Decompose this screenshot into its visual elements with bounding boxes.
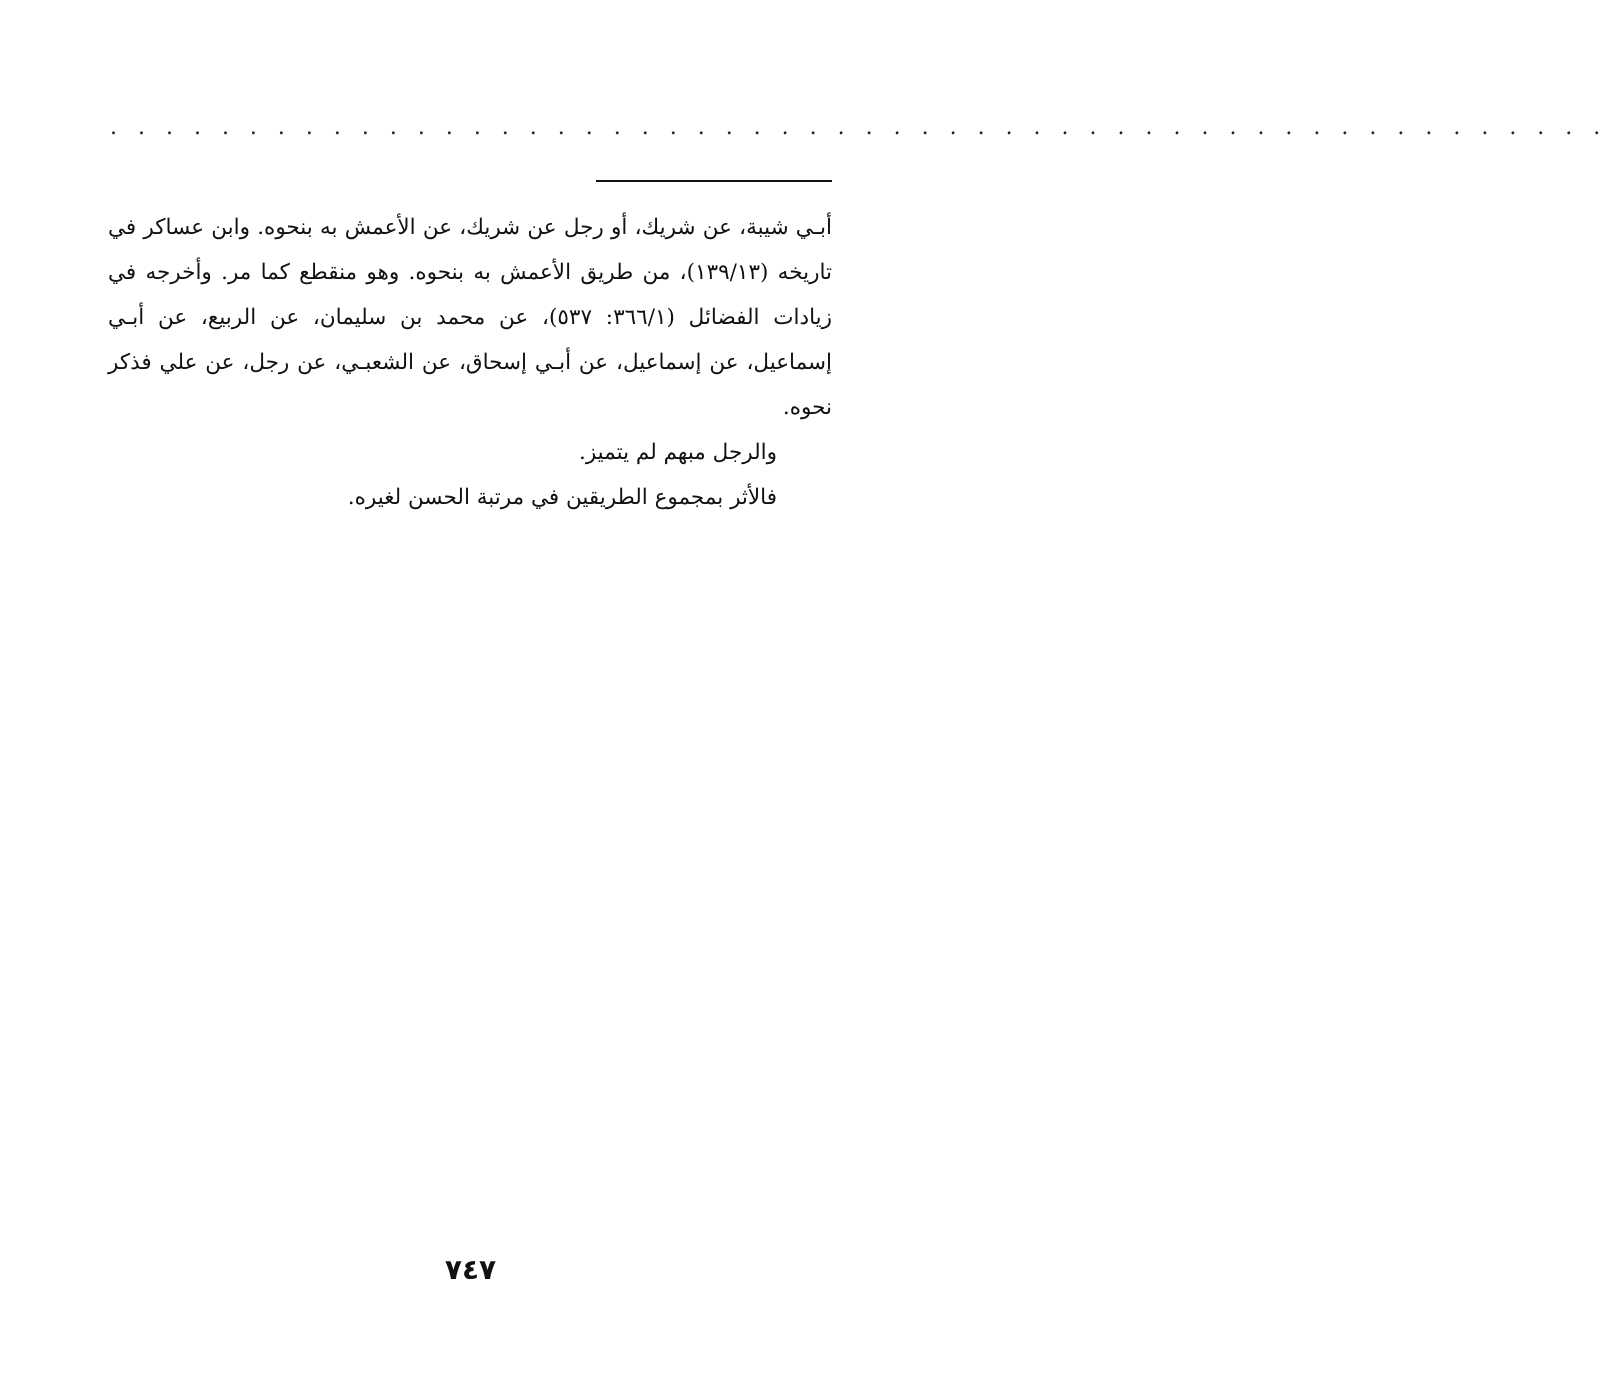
footnote-line-conclusion: فالأثر بمجموع الطريقين في مرتبة الحسن لغيره. bbox=[347, 485, 777, 510]
page-number: ٧٤٧ bbox=[444, 1253, 497, 1286]
footnote-block bbox=[108, 205, 832, 520]
footnote-line-unidentified: والرجل مبهم لم يتميز. bbox=[578, 440, 777, 465]
footnote-paragraph: أبـي شيبة، عن شريك، أو رجل عن شريك، عن الأعمش به بنحوه. وابن عساكر في تاريخه (١٣٩/١٣)، من طريق الأعمش به بنحوه. وهو منقطع كما مر. وأخرجه في زيادات الفضائل (٣٦٦/١: ٥٣٧)، عن محمد بن سليمان، عن الربيع، عن أبـي إسماعيل، عن إسماعيل، عن أبـي إسحاق، عن الشعبـي، عن رجل، عن علي فذكر نحوه. bbox=[108, 215, 833, 420]
footnote-rule bbox=[596, 180, 832, 182]
dotted-separator: . . . . . . . . . . . . . . . . . . . . . . . . . . . . . . . . . . . . . . . . . . . . . . . . . . . . . . bbox=[110, 115, 1607, 140]
